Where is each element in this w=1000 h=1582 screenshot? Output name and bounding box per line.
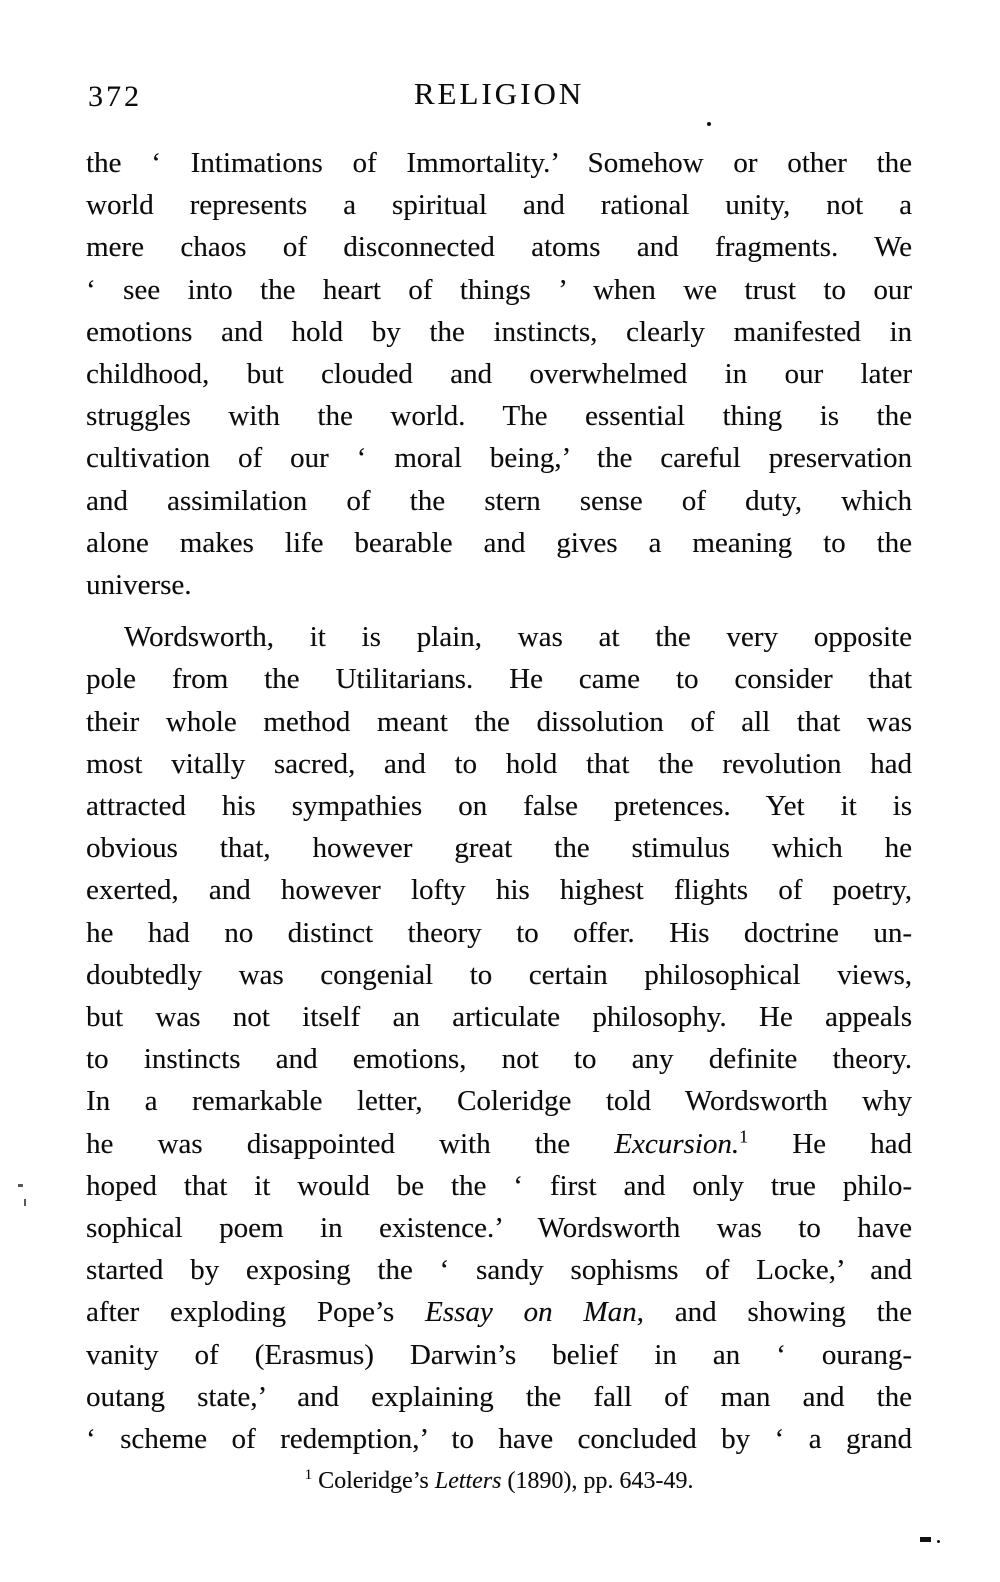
- text-line: doubtedly was congenial to certain philosophical views,: [86, 958, 912, 991]
- ink-speck: [18, 1184, 23, 1187]
- page-number: 372: [88, 80, 142, 113]
- text-line: hoped that it would be the ‘ first and only true philo-: [86, 1169, 912, 1202]
- text-line: after exploding Pope’s Essay on Man, and showing the: [86, 1296, 912, 1329]
- text-line: ‘ see into the heart of things ’ when we trust to our: [86, 273, 912, 306]
- paragraph: [86, 142, 912, 606]
- text-line: to instincts and emotions, not to any definite theory.: [86, 1043, 912, 1076]
- text-line: cultivation of our ‘ moral being,’ the careful preservation: [86, 442, 912, 475]
- text-line: and assimilation of the stern sense of duty, which: [86, 484, 912, 517]
- text-line: universe.: [86, 569, 192, 602]
- paragraph: [86, 616, 912, 1460]
- text-line: childhood, but clouded and overwhelmed in our later: [86, 358, 912, 391]
- ink-speck: [920, 1537, 931, 1542]
- text-line: their whole method meant the dissolution of all that was: [86, 705, 912, 738]
- footnote: [86, 1466, 912, 1496]
- text-line: the ‘ Intimations of Immortality.’ Somehow or other the: [86, 147, 912, 179]
- text-line: he had no distinct theory to offer. His doctrine un-: [86, 916, 912, 949]
- text-line: struggles with the world. The essential thing is the: [86, 400, 912, 433]
- ink-speck: [707, 122, 711, 126]
- text-line: obvious that, however great the stimulus which he: [86, 832, 912, 865]
- text-line: vanity of (Erasmus) Darwin’s belief in an ‘ ourang-: [86, 1338, 912, 1371]
- text-line: Wordsworth, it is plain, was at the very opposite: [124, 621, 912, 654]
- text-line: pole from the Utilitarians. He came to consider that: [86, 663, 912, 696]
- text-line: but was not itself an articulate philosophy. He appeals: [86, 1001, 912, 1034]
- text-line: world represents a spiritual and rational unity, not a: [86, 189, 912, 222]
- text-line: sophical poem in existence.’ Wordsworth was to have: [86, 1212, 912, 1245]
- text-body: [86, 142, 912, 1460]
- running-header: RELIGION: [413, 76, 585, 111]
- text-line: emotions and hold by the instincts, clearly manifested in: [86, 315, 912, 348]
- ink-speck: [937, 1540, 940, 1543]
- text-line: $^1$ Coleridge’s Letters (1890), pp. 643-49.: [304, 1467, 694, 1494]
- text-line: outang state,’ and explaining the fall of man and the: [86, 1380, 912, 1413]
- text-line: alone makes life bearable and gives a meaning to the: [86, 526, 912, 559]
- ink-speck: [24, 1199, 26, 1206]
- text-line: exerted, and however lofty his highest flights of poetry,: [86, 874, 912, 907]
- text-line: In a remarkable letter, Coleridge told Wordsworth why: [86, 1085, 912, 1118]
- text-line: mere chaos of disconnected atoms and fragments. We: [86, 231, 912, 264]
- text-line: attracted his sympathies on false pretences. Yet it is: [86, 790, 912, 823]
- text-line: started by exposing the ‘ sandy sophisms of Locke,’ and: [86, 1254, 912, 1287]
- text-line: most vitally sacred, and to hold that the revolution had: [86, 747, 912, 780]
- text-line: ‘ scheme of redemption,’ to have concluded by ‘ a grand: [86, 1423, 912, 1456]
- page-header: [86, 76, 912, 116]
- text-line: he was disappointed with the Excursion.$^1$ He had: [86, 1126, 912, 1160]
